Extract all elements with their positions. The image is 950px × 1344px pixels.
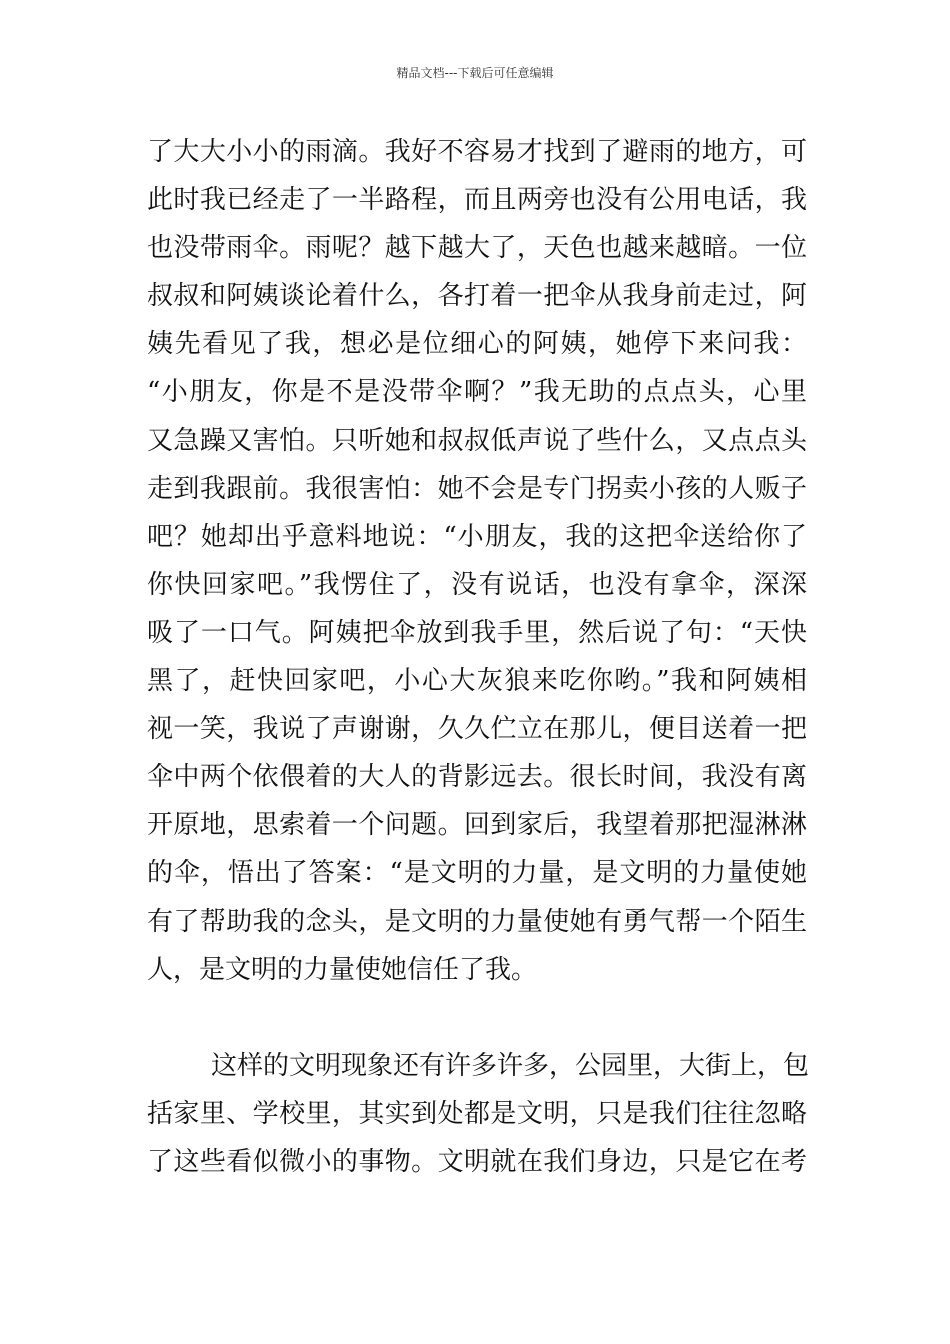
text-line: 了这些看似微小的事物。文明就在我们身边，只是它在考	[147, 1146, 807, 1177]
text-line: 叔叔和阿姨谈论着什么，各打着一把伞从我身前走过，阿	[147, 281, 807, 312]
text-line: 你快回家吧。”我愣住了，没有说话，也没有拿伞，深深	[147, 569, 807, 600]
text-line: 这样的文明现象还有许多许多，公园里，大街上，包	[211, 1050, 810, 1081]
text-line: 又急躁又害怕。只听她和叔叔低声说了些什么，又点点头	[147, 425, 807, 456]
text-line: 吧？她却出乎意料地说：“小朋友，我的这把伞送给你了	[147, 521, 807, 552]
text-line: 此时我已经走了一半路程，而且两旁也没有公用电话，我	[147, 185, 807, 216]
text-line: 走到我跟前。我很害怕：她不会是专门拐卖小孩的人贩子	[147, 473, 807, 504]
text-line: 也没带雨伞。雨呢？越下越大了，天色也越来越暗。一位	[147, 233, 807, 264]
text-line: 伞中两个依偎着的大人的背影远去。很长时间，我没有离	[147, 762, 807, 793]
text-line: “小朋友，你是不是没带伞啊？”我无助的点点头，心里	[147, 377, 807, 408]
page-header: 精品文档---下载后可任意编辑	[396, 66, 554, 80]
text-line: 的伞，悟出了答案：“是文明的力量，是文明的力量使她	[147, 858, 807, 889]
paragraph-1	[147, 128, 807, 994]
text-line: 人，是文明的力量使她信任了我。	[147, 954, 538, 985]
text-line: 开原地，思索着一个问题。回到家后，我望着那把湿淋淋	[147, 810, 807, 841]
text-line: 姨先看见了我，想必是位细心的阿姨，她停下来问我：	[147, 329, 807, 360]
document-body	[147, 128, 810, 1186]
text-line: 括家里、学校里，其实到处都是文明，只是我们往往忽略	[147, 1098, 807, 1129]
text-line: 黑了，赶快回家吧，小心大灰狼来吃你哟。”我和阿姨相	[147, 666, 807, 697]
text-line: 了大大小小的雨滴。我好不容易才找到了避雨的地方，可	[147, 137, 807, 167]
paragraph-spacer	[147, 994, 807, 1042]
paragraph-2	[147, 1042, 810, 1186]
text-line: 吸了一口气。阿姨把伞放到我手里，然后说了句：“天快	[147, 617, 807, 648]
text-line: 有了帮助我的念头，是文明的力量使她有勇气帮一个陌生	[147, 906, 807, 937]
text-line: 视一笑，我说了声谢谢，久久伫立在那儿，便目送着一把	[147, 714, 807, 745]
